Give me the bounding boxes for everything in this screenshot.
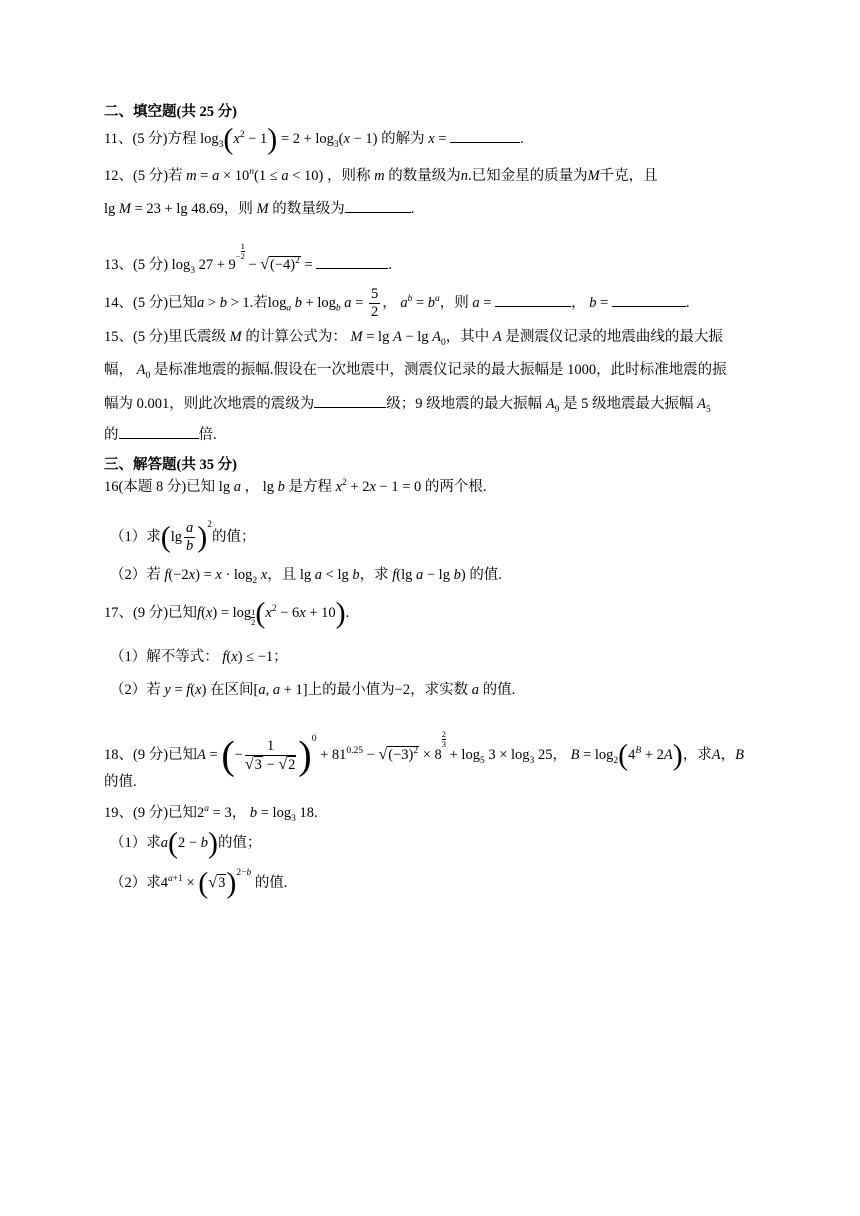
question-17-part-2: （2）若 y = f(x) 在区间[a, a + 1]上的最小值为−2，求实数 a 的值. bbox=[110, 682, 516, 698]
answer-blank-15a[interactable] bbox=[314, 393, 386, 408]
answer-blank-14a[interactable] bbox=[495, 292, 571, 307]
question-18-tail: 的值. bbox=[104, 774, 137, 790]
question-16: 16(本题 8 分)已知 lg a ， lg b 是方程 $x^2 + 2x - 1 = 0$ 的两个根. bbox=[104, 478, 487, 495]
question-17-part-1: （1）解不等式： f(x) ≤ −1； bbox=[110, 649, 288, 665]
question-11: 11、(5 分)方程 $\log_3(x^2 - 1) = 2 + \log_3(x - 1)$ 的解为 x = . bbox=[104, 122, 524, 156]
question-19: 19、(9 分)已知$2^a = 3$， $b = \log_3 18$. bbox=[104, 804, 318, 824]
fraction-five-halves: $\frac{5}{2}$ bbox=[370, 286, 379, 320]
answer-blank-11[interactable] bbox=[450, 128, 520, 143]
answer-blank-15b[interactable] bbox=[119, 424, 199, 439]
answer-blank-14b[interactable] bbox=[612, 292, 686, 307]
question-15-line-2: 幅， $A_0$ 是标准地震的振幅.假设在一次地震中，测震仪记录的最大振幅是 1000，此时标准地震的振 bbox=[104, 362, 727, 381]
question-15-line-1: 15、(5 分)里氏震级 M 的计算公式为： $M = \lg A - \lg A_0$，其中 A 是测震仪记录的地震曲线的最大振 bbox=[104, 329, 723, 348]
answer-blank-13[interactable] bbox=[316, 254, 388, 269]
question-19-part-1: （1）求a(2 − b)的值； bbox=[110, 826, 262, 860]
question-19-part-2: （2）求$4^{a+1} \times (√3)^{2-b}$ 的值. bbox=[110, 866, 288, 900]
q12-definition: $m = a \times 10^n(1 \le a < 10)$ bbox=[186, 167, 324, 184]
question-15-line-3: 幅为 0.001，则此次地震的震级为 级；9 级地震的最大振幅 $A_9$ 是 5 级地震最大振幅 $A_5$ bbox=[104, 393, 790, 414]
q13-expression: $\log_3 27 + 9-$ $\frac{1}{2} - √(-4)^2$ = bbox=[171, 241, 313, 276]
question-14: 14、(5 分)已知a > b > 1.若$\log_a b + \log_b a$ = $\frac{5}{2}$ ， $a^b = b^a$，则 a = ， b = . bbox=[104, 286, 690, 320]
q12-condition: lg M = 23 + lg 48.69 bbox=[104, 201, 224, 217]
question-12-line-1: 12、(5 分)若 $m = a \times 10^n(1 \le a < 10)$ ，则称 m 的数量级为n.已知金星的质量为M千克，且 bbox=[104, 167, 658, 184]
question-18: 18、(9 分)已知A = (− $\frac{1}{√3 - √2}$ )$^0 + 81^{0.25} - √(-3)^2 \times 8$ $\frac{2}{3} + \log_5 3 \times \log_3 25$， $B = \log_2(4^B + 2A)$，求A，B bbox=[104, 729, 744, 778]
section-heading-solve: 三、解答题(共 35 分) bbox=[104, 457, 237, 473]
richter-formula: $M = \lg A - \lg A_0$ bbox=[350, 329, 446, 348]
question-15-line-4: 的 倍. bbox=[104, 424, 790, 445]
q11-equation: $\log_3(x^2 - 1) = 2 + \log_3(x - 1)$ bbox=[200, 122, 378, 156]
answer-blank-12[interactable] bbox=[345, 198, 411, 213]
question-13: 13、(5 分) $\log_3 27 + 9-$ $\frac{1}{2} - √(-4)^2$ = . bbox=[104, 241, 392, 276]
question-16-part-2: （2）若 $f(-2x) = x \cdot \log_2 x$，且 lg a < lg b，求 f(lg a − lg b) 的值. bbox=[110, 567, 502, 586]
question-16-part-1: （1）求(lg $\frac{a}{b}$ )$^2$的值； bbox=[110, 519, 256, 554]
question-17: 17、(9 分)已知f(x) = log $\frac{1}{2}(x^2 - 6x + 10)$. bbox=[104, 596, 350, 630]
section-heading-fill-in: 二、填空题(共 25 分) bbox=[104, 104, 237, 120]
question-12-line-2: lg M = 23 + lg 48.69，则 M 的数量级为 . bbox=[104, 198, 790, 219]
